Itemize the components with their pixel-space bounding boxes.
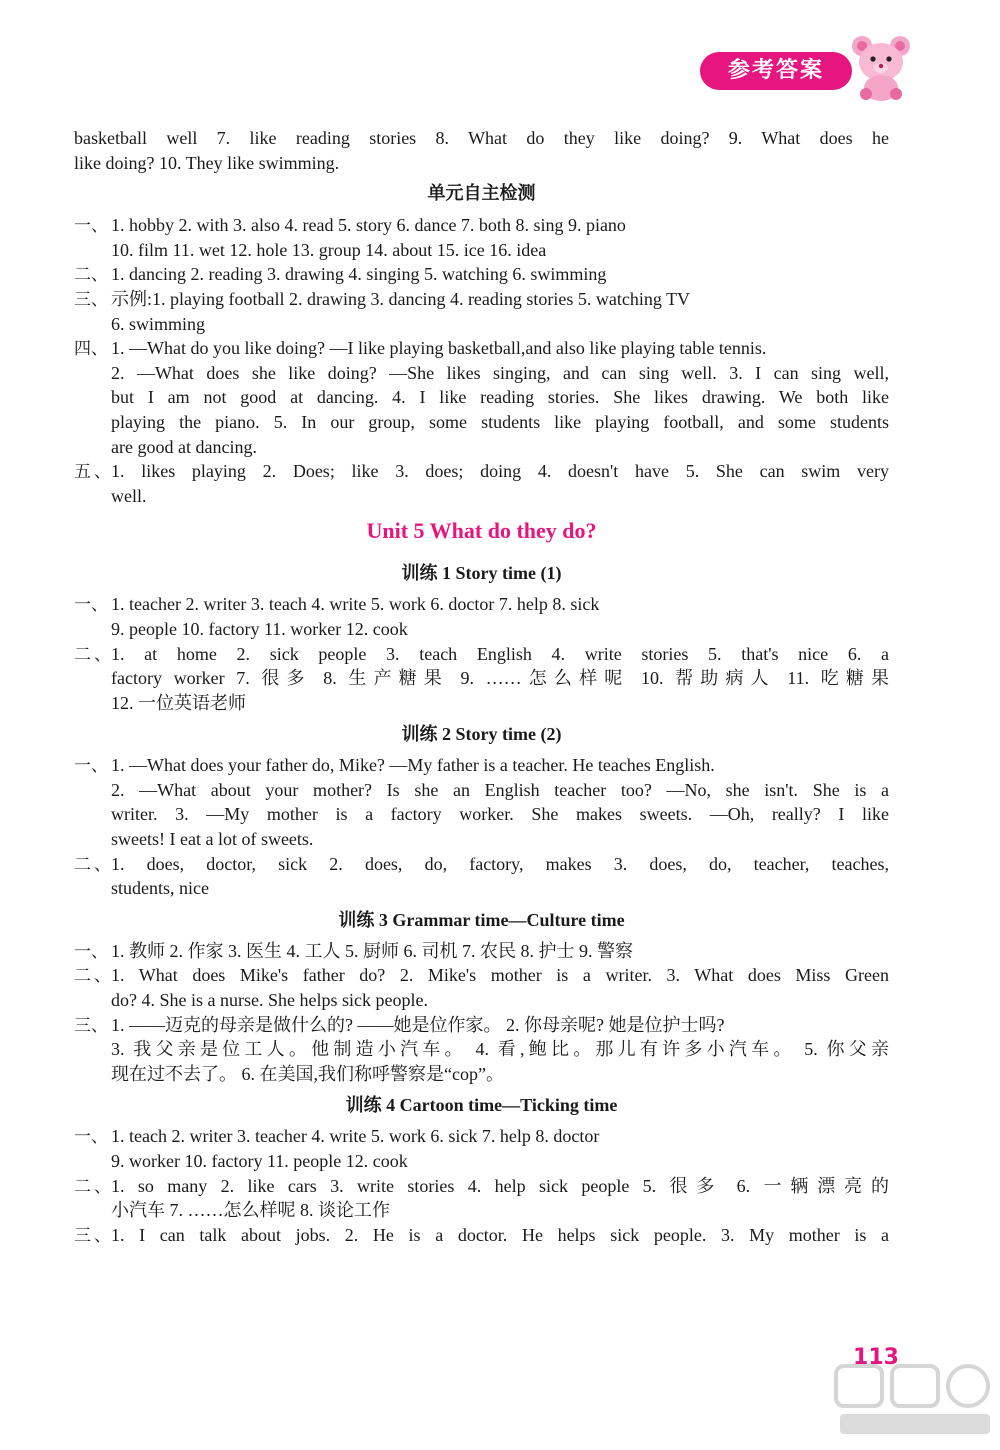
answer-line — [74, 1124, 889, 1149]
answer-text: 2. —What does she like doing? —She likes singing, and can sing well. 3. I can sing well, — [111, 362, 889, 383]
question-number: 二、 — [74, 854, 111, 875]
answer-text: 1. —What does your father do, Mike? —My father is a teacher. He teaches English. — [111, 755, 715, 776]
answer-line — [74, 435, 889, 460]
answer-text: well. — [111, 485, 147, 506]
answer-text: 1. hobby 2. with 3. also 4. read 5. story 6. dance 7. both 8. sing 9. piano — [111, 215, 626, 236]
answer-text: 示例:1. playing football 2. drawing 3. dancing 4. reading stories 5. watching TV — [111, 288, 691, 309]
answer-text: 1. dancing 2. reading 3. drawing 4. singing 5. watching 6. swimming — [111, 264, 607, 285]
answer-text: basketball well 7. like reading stories 8. What do they like doing? 9. What does he — [74, 128, 889, 148]
answer-line — [74, 385, 889, 410]
answer-text: 6. swimming — [111, 313, 206, 334]
section-heading: 单元自主检测 — [427, 183, 536, 205]
answer-line — [74, 827, 889, 852]
answer-line — [74, 802, 889, 827]
answer-line — [74, 988, 889, 1013]
question-number: 二、 — [74, 265, 108, 286]
answer-text: 1. —What do you like doing? —I like playing basketball,and also like playing table tennis. — [111, 338, 767, 359]
answer-text: 1. does, doctor, sick 2. does, do, factory, makes 3. does, do, teacher, teaches, — [111, 853, 889, 874]
section-heading: 训练 3 Grammar time—Culture time — [338, 909, 625, 930]
answer-key-banner: 参考答案 — [700, 52, 852, 90]
answer-line — [74, 126, 889, 151]
answer-text: 9. worker 10. factory 11. people 12. cook — [111, 1151, 408, 1171]
question-number: 一、 — [74, 756, 108, 777]
answer-line — [74, 361, 889, 386]
answer-text: sweets! I eat a lot of sweets. — [111, 829, 314, 850]
answer-line — [74, 778, 889, 803]
answer-text: 1. What does Mike's father do? 2. Mike's mother is a writer. 3. What does Miss Green — [111, 965, 889, 986]
answer-text: 小汽车 7. ……怎么样呢 8. 谈论工作 — [111, 1200, 390, 1221]
answer-text: factory worker 7. 很多 8. 生产糖果 9. ……怎么样呢 10. 帮助病人 11. 吃糖果 — [111, 668, 889, 689]
answer-line — [74, 484, 889, 509]
answer-content — [74, 126, 889, 1247]
section-heading: 训练 4 Cartoon time—Ticking time — [345, 1095, 618, 1116]
answer-line — [74, 459, 889, 484]
answer-line — [74, 1149, 889, 1174]
answer-text: 1. teacher 2. writer 3. teach 4. write 5. work 6. doctor 7. help 8. sick — [111, 594, 600, 615]
answer-text: 1. at home 2. sick people 3. teach English 4. write stories 5. that's nice 6. a — [111, 643, 889, 664]
section-heading: 训练 1 Story time (1) — [401, 563, 562, 584]
question-number: 一、 — [74, 941, 108, 962]
answer-text: 1. likes playing 2. Does; like 3. does; doing 4. doesn't have 5. She can swim very — [111, 461, 889, 482]
answer-line — [74, 312, 889, 337]
answer-text: 1. so many 2. like cars 3. write stories 4. help sick people 5. 很多 6. 一辆漂亮的 — [111, 1175, 889, 1196]
answer-line — [74, 642, 889, 667]
question-number: 三、 — [74, 1015, 108, 1036]
answer-line — [74, 876, 889, 901]
watermark-icon — [830, 1360, 1000, 1440]
answer-line — [74, 336, 889, 361]
answer-text: writer. 3. —My mother is a factory worker. She makes sweets. —Oh, really? I like — [111, 804, 889, 825]
answer-text: 1. teach 2. writer 3. teacher 4. write 5. work 6. sick 7. help 8. doctor — [111, 1126, 600, 1147]
answer-line — [74, 1223, 889, 1248]
answer-line — [74, 1037, 889, 1062]
page-number: 113 — [853, 1345, 899, 1370]
answer-text: 2. —What about your mother? Is she an English teacher too? —No, she isn't. She is a — [111, 779, 889, 800]
answer-line — [74, 287, 889, 312]
answer-line — [74, 1198, 889, 1223]
answer-line — [74, 691, 889, 716]
answer-line — [74, 939, 889, 964]
answer-line — [74, 1013, 889, 1038]
answer-line — [74, 213, 889, 238]
answer-line — [74, 852, 889, 877]
question-number: 一、 — [74, 1127, 108, 1148]
answer-line — [74, 410, 889, 435]
answer-text: are good at dancing. — [111, 436, 257, 457]
question-number: 一、 — [74, 595, 108, 616]
answer-text: 1. I can talk about jobs. 2. He is a doctor. He helps sick people. 3. My mother is a — [111, 1224, 889, 1245]
answer-line — [74, 1174, 889, 1199]
question-number: 二、 — [74, 1176, 111, 1197]
answer-text: 10. film 11. wet 12. hole 13. group 14. about 15. ice 16. idea — [111, 239, 547, 260]
question-number: 三、 — [74, 289, 108, 310]
answer-line — [74, 592, 889, 617]
question-number: 五、 — [74, 462, 111, 483]
answer-line — [74, 1062, 889, 1087]
answer-text: 9. people 10. factory 11. worker 12. cook — [111, 618, 408, 639]
question-number: 三、 — [74, 1225, 111, 1246]
answer-text: like doing? 10. They like swimming. — [74, 152, 340, 173]
answer-text: playing the piano. 5. In our group, some students like playing football, and some students — [111, 411, 889, 432]
answer-line — [74, 262, 889, 287]
question-number: 二、 — [74, 966, 111, 987]
question-number: 二、 — [74, 644, 111, 665]
answer-line — [74, 238, 889, 263]
answer-text: do? 4. She is a nurse. She helps sick people. — [111, 990, 428, 1011]
question-number: 一、 — [74, 216, 108, 237]
answer-text: 1. 教师 2. 作家 3. 医生 4. 工人 5. 厨师 6. 司机 7. 农民 8. 护士 9. 警察 — [111, 940, 633, 961]
answer-text: 1. ——迈克的母亲是做什么的? ——她是位作家。 2. 你母亲呢? 她是位护士吗? — [111, 1014, 725, 1035]
answer-text: students, nice — [111, 878, 209, 899]
answer-line — [74, 963, 889, 988]
unit-title: Unit 5 What do they do? — [366, 518, 597, 544]
answer-text: 12. 一位英语老师 — [111, 692, 246, 713]
answer-line — [74, 151, 889, 176]
answer-text: but I am not good at dancing. 4. I like reading stories. She likes drawing. We both like — [111, 387, 889, 408]
answer-line — [74, 666, 889, 691]
answer-text: 现在过不去了。 6. 在美国,我们称呼警察是“cop”。 — [111, 1063, 504, 1084]
answer-line — [74, 617, 889, 642]
answer-line — [74, 753, 889, 778]
section-heading: 训练 2 Story time (2) — [401, 724, 562, 745]
teddy-bear-icon — [846, 32, 916, 102]
question-number: 四、 — [74, 339, 108, 360]
answer-text: 3. 我父亲是位工人。他制造小汽车。 4. 看,鲍比。那儿有许多小汽车。 5. 你父亲 — [111, 1039, 889, 1060]
